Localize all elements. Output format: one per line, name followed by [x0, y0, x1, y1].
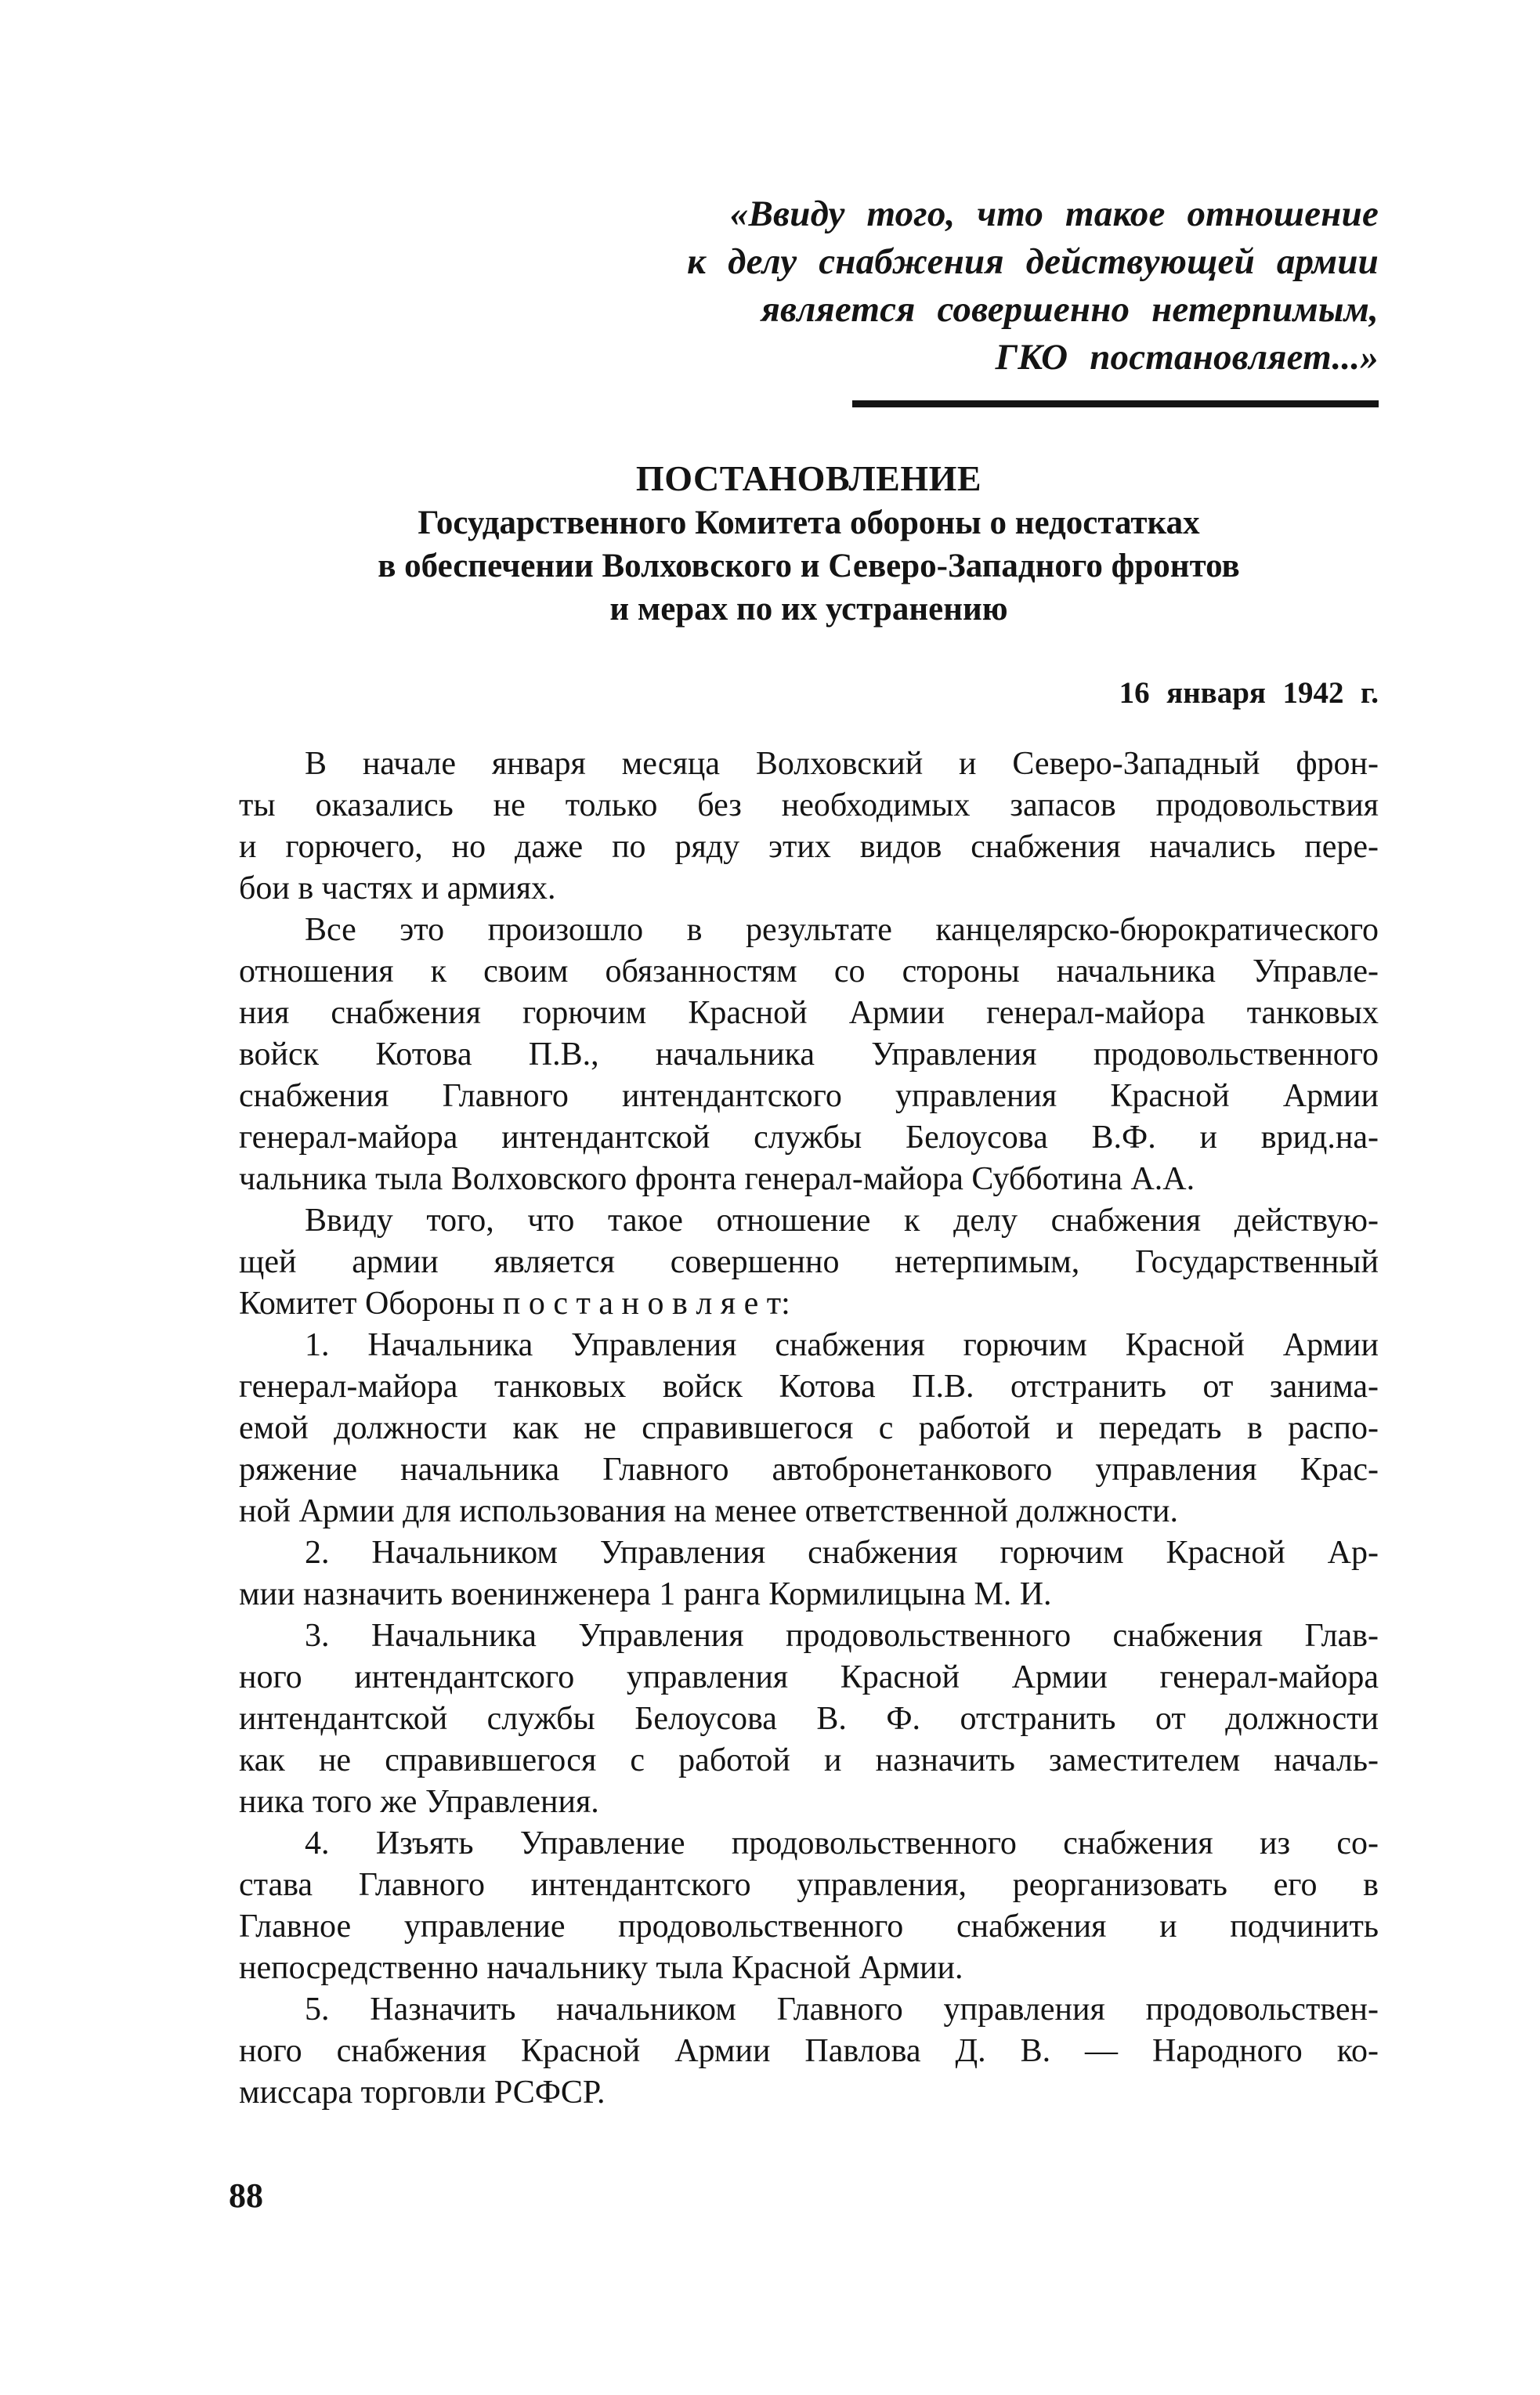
epigraph-divider [852, 400, 1379, 407]
body-line: емой должности как не справившегося с работой и передать в распо- [239, 1410, 1379, 1446]
body-line: Ввиду того, что такое отношение к делу снабжения действую- [305, 1203, 1379, 1239]
body-line: интендантской службы Белоусова В. Ф. отстранить от должности [239, 1701, 1379, 1737]
body-line: Комитет Обороны п о с т а н о в л я е т: [239, 1286, 790, 1322]
document-heading [239, 456, 1379, 631]
paragraph [239, 1989, 1379, 2114]
page-number: 88 [229, 2176, 263, 2215]
epigraph-line: является совершенно нетерпимым, [761, 289, 1379, 330]
paragraph [239, 1532, 1379, 1615]
doc-date: 16 января 1942 г. [1119, 676, 1379, 710]
body-line: става Главного интендантского управления, реорганизовать его в [239, 1867, 1379, 1903]
epigraph [239, 190, 1379, 382]
doc-title: ПОСТАНОВЛЕНИЕ [635, 458, 982, 498]
epigraph-line: «Ввиду того, что такое отношение [729, 194, 1379, 234]
subtitle-line: и мерах по их устранению [609, 591, 1008, 628]
body-line: 2. Начальником Управления снабжения горючим Красной Ар- [305, 1535, 1379, 1571]
body-line: ряжение начальника Главного автобронетанкового управления Крас- [239, 1452, 1379, 1488]
paragraph [239, 1823, 1379, 1989]
paragraph [239, 910, 1379, 1200]
body-line: Все это произошло в результате канцелярско-бюрократического [305, 912, 1379, 948]
body-line: В начале января месяца Волховский и Северо-Западный фрон- [305, 746, 1379, 782]
text-column [239, 0, 1379, 2114]
subtitle-line: в обеспечении Волховского и Северо-Западного фронтов [378, 548, 1240, 584]
body-line: бои в частях и армиях. [239, 870, 556, 906]
body-line: щей армии является совершенно нетерпимым, Государственный [239, 1244, 1379, 1280]
body-line: войск Котова П.В., начальника Управления продовольственного [239, 1037, 1379, 1073]
paragraph [239, 1325, 1379, 1532]
epigraph-line: к делу снабжения действующей армии [687, 241, 1379, 282]
paragraph [239, 743, 1379, 910]
body-line: ной Армии для использования на менее ответственной должности. [239, 1493, 1178, 1529]
body-line: непосредственно начальнику тыла Красной Армии. [239, 1950, 963, 1986]
body-line: генерал-майора интендантской службы Белоусова В.Ф. и врид.на- [239, 1120, 1379, 1156]
body-line: ты оказались не только без необходимых запасов продовольствия [239, 787, 1379, 823]
paragraph [239, 1615, 1379, 1823]
body-line: ного интендантского управления Красной Армии генерал-майора [239, 1659, 1379, 1695]
document-body [239, 743, 1379, 2114]
body-line: мии назначить военинженера 1 ранга Кормилицына М. И. [239, 1576, 1052, 1612]
body-line: отношения к своим обязанностям со стороны начальника Управле- [239, 953, 1379, 989]
body-line: Главное управление продовольственного снабжения и подчинить [239, 1908, 1379, 1945]
paragraph [239, 1200, 1379, 1325]
body-line: снабжения Главного интендантского управления Красной Армии [239, 1078, 1379, 1114]
epigraph-line: ГКО постановляет...» [995, 337, 1379, 378]
body-line: чальника тыла Волховского фронта генерал-майора Субботина А.А. [239, 1161, 1195, 1197]
body-line: и горючего, но даже по ряду этих видов снабжения начались пере- [239, 829, 1379, 865]
body-line: ния снабжения горючим Красной Армии генерал-майора танковых [239, 995, 1379, 1031]
body-line: 3. Начальника Управления продовольственного снабжения Глав- [305, 1618, 1379, 1654]
body-line: генерал-майора танковых войск Котова П.В. отстранить от занима- [239, 1369, 1379, 1405]
body-line: ного снабжения Красной Армии Павлова Д. В. — Народного ко- [239, 2033, 1379, 2069]
body-line: 4. Изъять Управление продовольственного снабжения из со- [305, 1825, 1379, 1861]
body-line: 1. Начальника Управления снабжения горючим Красной Армии [305, 1327, 1379, 1363]
subtitle-line: Государственного Комитета обороны о недостатках [418, 505, 1200, 541]
doc-subtitle [239, 501, 1379, 631]
body-line: миссара торговли РСФСР. [239, 2075, 606, 2111]
body-line: ника того же Управления. [239, 1784, 599, 1820]
body-line: как не справившегося с работой и назначить заместителем началь- [239, 1742, 1379, 1778]
body-line: 5. Назначить начальником Главного управления продовольствен- [305, 1992, 1379, 2028]
